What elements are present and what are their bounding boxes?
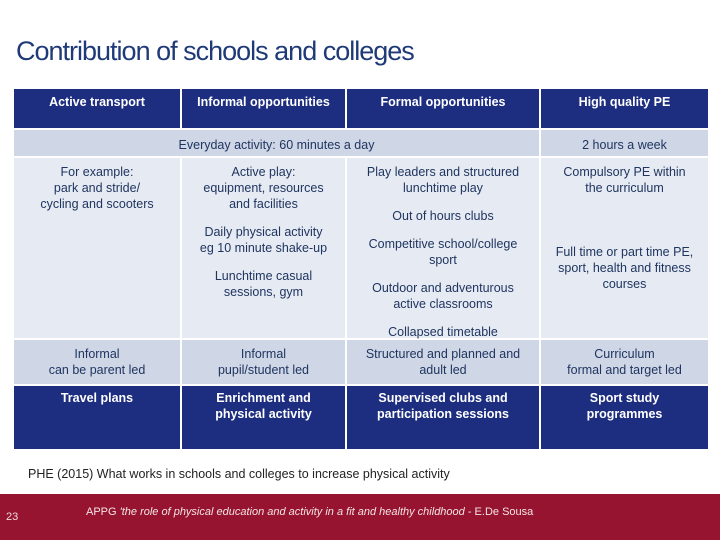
list-item: Daily physical activity eg 10 minute shake-up <box>199 225 328 255</box>
list-item: Outdoor and adventurous active classrooms <box>372 281 514 311</box>
examples-active-transport: For example: park and stride/ cycling and scooters <box>14 158 182 340</box>
leadership-active-transport: Informal can be parent led <box>14 340 182 386</box>
footer-bar <box>0 494 720 540</box>
footer-prefix: APPG <box>86 506 120 518</box>
examples-formal <box>347 158 541 340</box>
examples-informal <box>182 158 347 340</box>
source-citation: PHE (2015) What works in schools and colleges to increase physical activity <box>28 467 450 481</box>
list-item: Play leaders and structured lunchtime play <box>366 165 520 195</box>
header-active-transport: Active transport <box>14 89 182 130</box>
examples-pe <box>541 158 710 340</box>
list-item: Active play: equipment, resources and facilities <box>203 165 324 211</box>
header-high-quality-pe: High quality PE <box>541 89 710 130</box>
everyday-activity-cell: Everyday activity: 60 minutes a day <box>14 130 541 158</box>
footer-sport-study: Sport study programmes <box>541 386 710 451</box>
page-number: 23 <box>6 511 19 523</box>
slide-title: Contribution of schools and colleges <box>16 36 414 66</box>
footer-italic-title: 'the role of physical education and activity in a fit and healthy childhood <box>119 506 465 518</box>
list-item: Compulsory PE within the curriculum <box>563 165 686 195</box>
leadership-pe: Curriculum formal and target led <box>541 340 710 386</box>
list-item: Full time or part time PE, sport, health and fitness courses <box>555 245 694 291</box>
contribution-table <box>14 89 710 451</box>
header-informal-opportunities: Informal opportunities <box>182 89 347 130</box>
header-formal-opportunities: Formal opportunities <box>347 89 541 130</box>
leadership-formal: Structured and planned and adult led <box>347 340 541 386</box>
list-item: Lunchtime casual sessions, gym <box>214 269 313 299</box>
weekly-hours-cell: 2 hours a week <box>541 130 710 158</box>
footer-citation <box>86 506 533 518</box>
leadership-informal: Informal pupil/student led <box>182 340 347 386</box>
list-item: Collapsed timetable <box>388 325 498 339</box>
footer-travel-plans: Travel plans <box>14 386 182 451</box>
footer-author: - E.De Sousa <box>464 506 534 518</box>
footer-supervised-clubs: Supervised clubs and participation sessions <box>347 386 541 451</box>
list-item: Out of hours clubs <box>392 209 494 223</box>
list-item: Competitive school/college sport <box>368 237 518 267</box>
footer-enrichment: Enrichment and physical activity <box>182 386 347 451</box>
